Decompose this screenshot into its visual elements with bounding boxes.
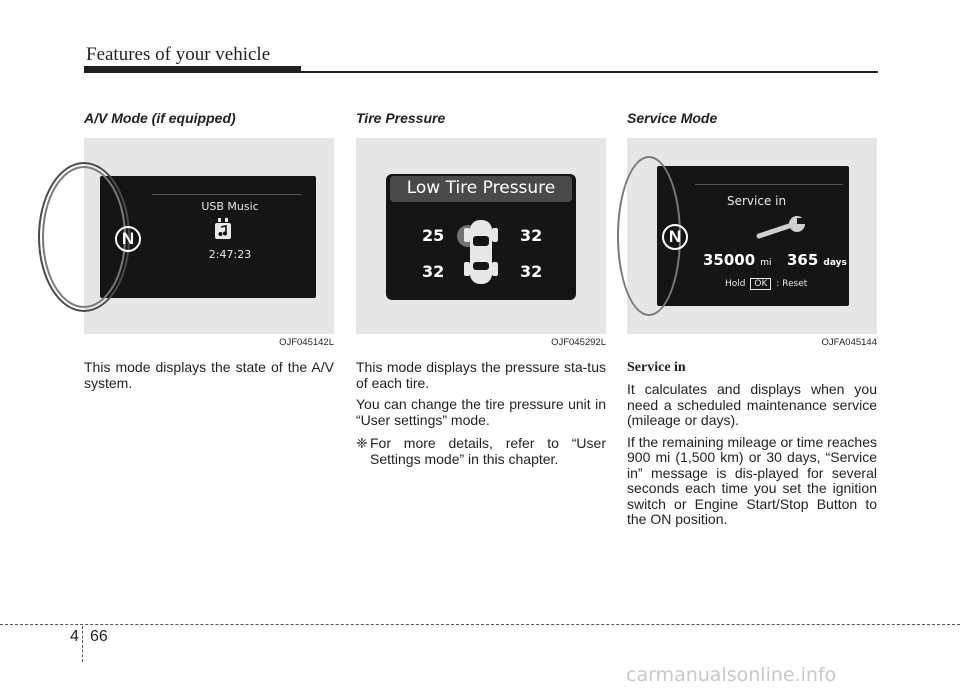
service-mode-title: Service Mode xyxy=(627,110,718,126)
tire-pressure-title: Tire Pressure xyxy=(356,110,446,126)
usb-music-label: USB Music xyxy=(201,200,259,213)
page-header-title: Features of your vehicle xyxy=(86,44,271,65)
service-mode-section xyxy=(627,108,877,528)
hold-label: Hold xyxy=(725,279,746,289)
low-tire-pressure-label: Low Tire Pressure xyxy=(406,178,556,198)
note-mark: ❈ xyxy=(356,435,368,451)
av-cluster-screen xyxy=(100,176,316,298)
service-in-label: Service in xyxy=(727,194,787,208)
tire-pressure-reference-note xyxy=(356,436,606,467)
gear-n-badge: N xyxy=(662,224,688,250)
service-mode-figure xyxy=(627,138,877,334)
page-number: 66 xyxy=(90,628,108,645)
car-top-view-icon xyxy=(454,214,508,290)
figure-code: OJF045292L xyxy=(551,337,606,348)
mileage-unit: mi xyxy=(760,258,772,268)
tire-pressure-section xyxy=(356,108,606,467)
days-readout xyxy=(787,250,847,269)
mileage-value: 35000 xyxy=(703,251,756,269)
gear-n-badge: N xyxy=(115,226,141,252)
rear-right-pressure: 32 xyxy=(520,262,543,281)
hold-ok-reset xyxy=(725,278,807,290)
header-rule xyxy=(84,71,878,73)
service-in-description: It calculates and displays when you need a scheduled maintenance service (mileage or days). xyxy=(627,381,877,428)
av-mode-figure xyxy=(84,138,334,334)
ok-key: OK xyxy=(750,278,771,290)
chapter-number: 4 xyxy=(70,628,79,645)
tire-pressure-description: This mode displays the pressure sta-tus of each tire. xyxy=(356,359,606,391)
tire-cluster-screen xyxy=(386,174,576,300)
footer-divider xyxy=(82,626,83,662)
figure-code: OJF045142L xyxy=(279,337,334,348)
front-right-pressure: 32 xyxy=(520,226,543,245)
watermark: carmanualsonline.info xyxy=(626,664,837,686)
rear-left-pressure: 32 xyxy=(422,262,445,281)
service-cluster-screen xyxy=(657,166,849,306)
wrench-icon xyxy=(755,216,811,242)
reset-label: : Reset xyxy=(776,279,808,289)
days-unit: days xyxy=(823,258,847,268)
days-value: 365 xyxy=(787,251,819,269)
footer-rule xyxy=(0,624,960,625)
tire-pressure-unit-note: You can change the tire pressure unit in “User settings” mode. xyxy=(356,396,606,428)
screen-divider xyxy=(695,184,843,185)
av-mode-description: This mode displays the state of the A/V system. xyxy=(84,359,334,391)
mileage-readout xyxy=(703,250,772,269)
figure-code: OJFA045144 xyxy=(821,337,877,348)
screen-divider xyxy=(152,194,302,195)
av-mode-section xyxy=(84,108,334,391)
front-left-pressure: 25 xyxy=(422,226,445,245)
av-mode-title: A/V Mode (if equipped) xyxy=(84,110,236,126)
service-in-threshold-text: If the remaining mileage or time reaches 900 mi (1,500 km) or 30 days, “Service in” message is dis-played for several seconds each time you set the ignition switch or Engine Start/Stop Button to the ON position. xyxy=(627,433,877,527)
note-text: For more details, refer to “User Settings mode” in this chapter. xyxy=(370,435,606,467)
music-file-icon xyxy=(214,218,232,240)
playback-time: 2:47:23 xyxy=(208,248,252,261)
service-in-subheading: Service in xyxy=(627,360,686,375)
tire-pressure-figure xyxy=(356,138,606,334)
